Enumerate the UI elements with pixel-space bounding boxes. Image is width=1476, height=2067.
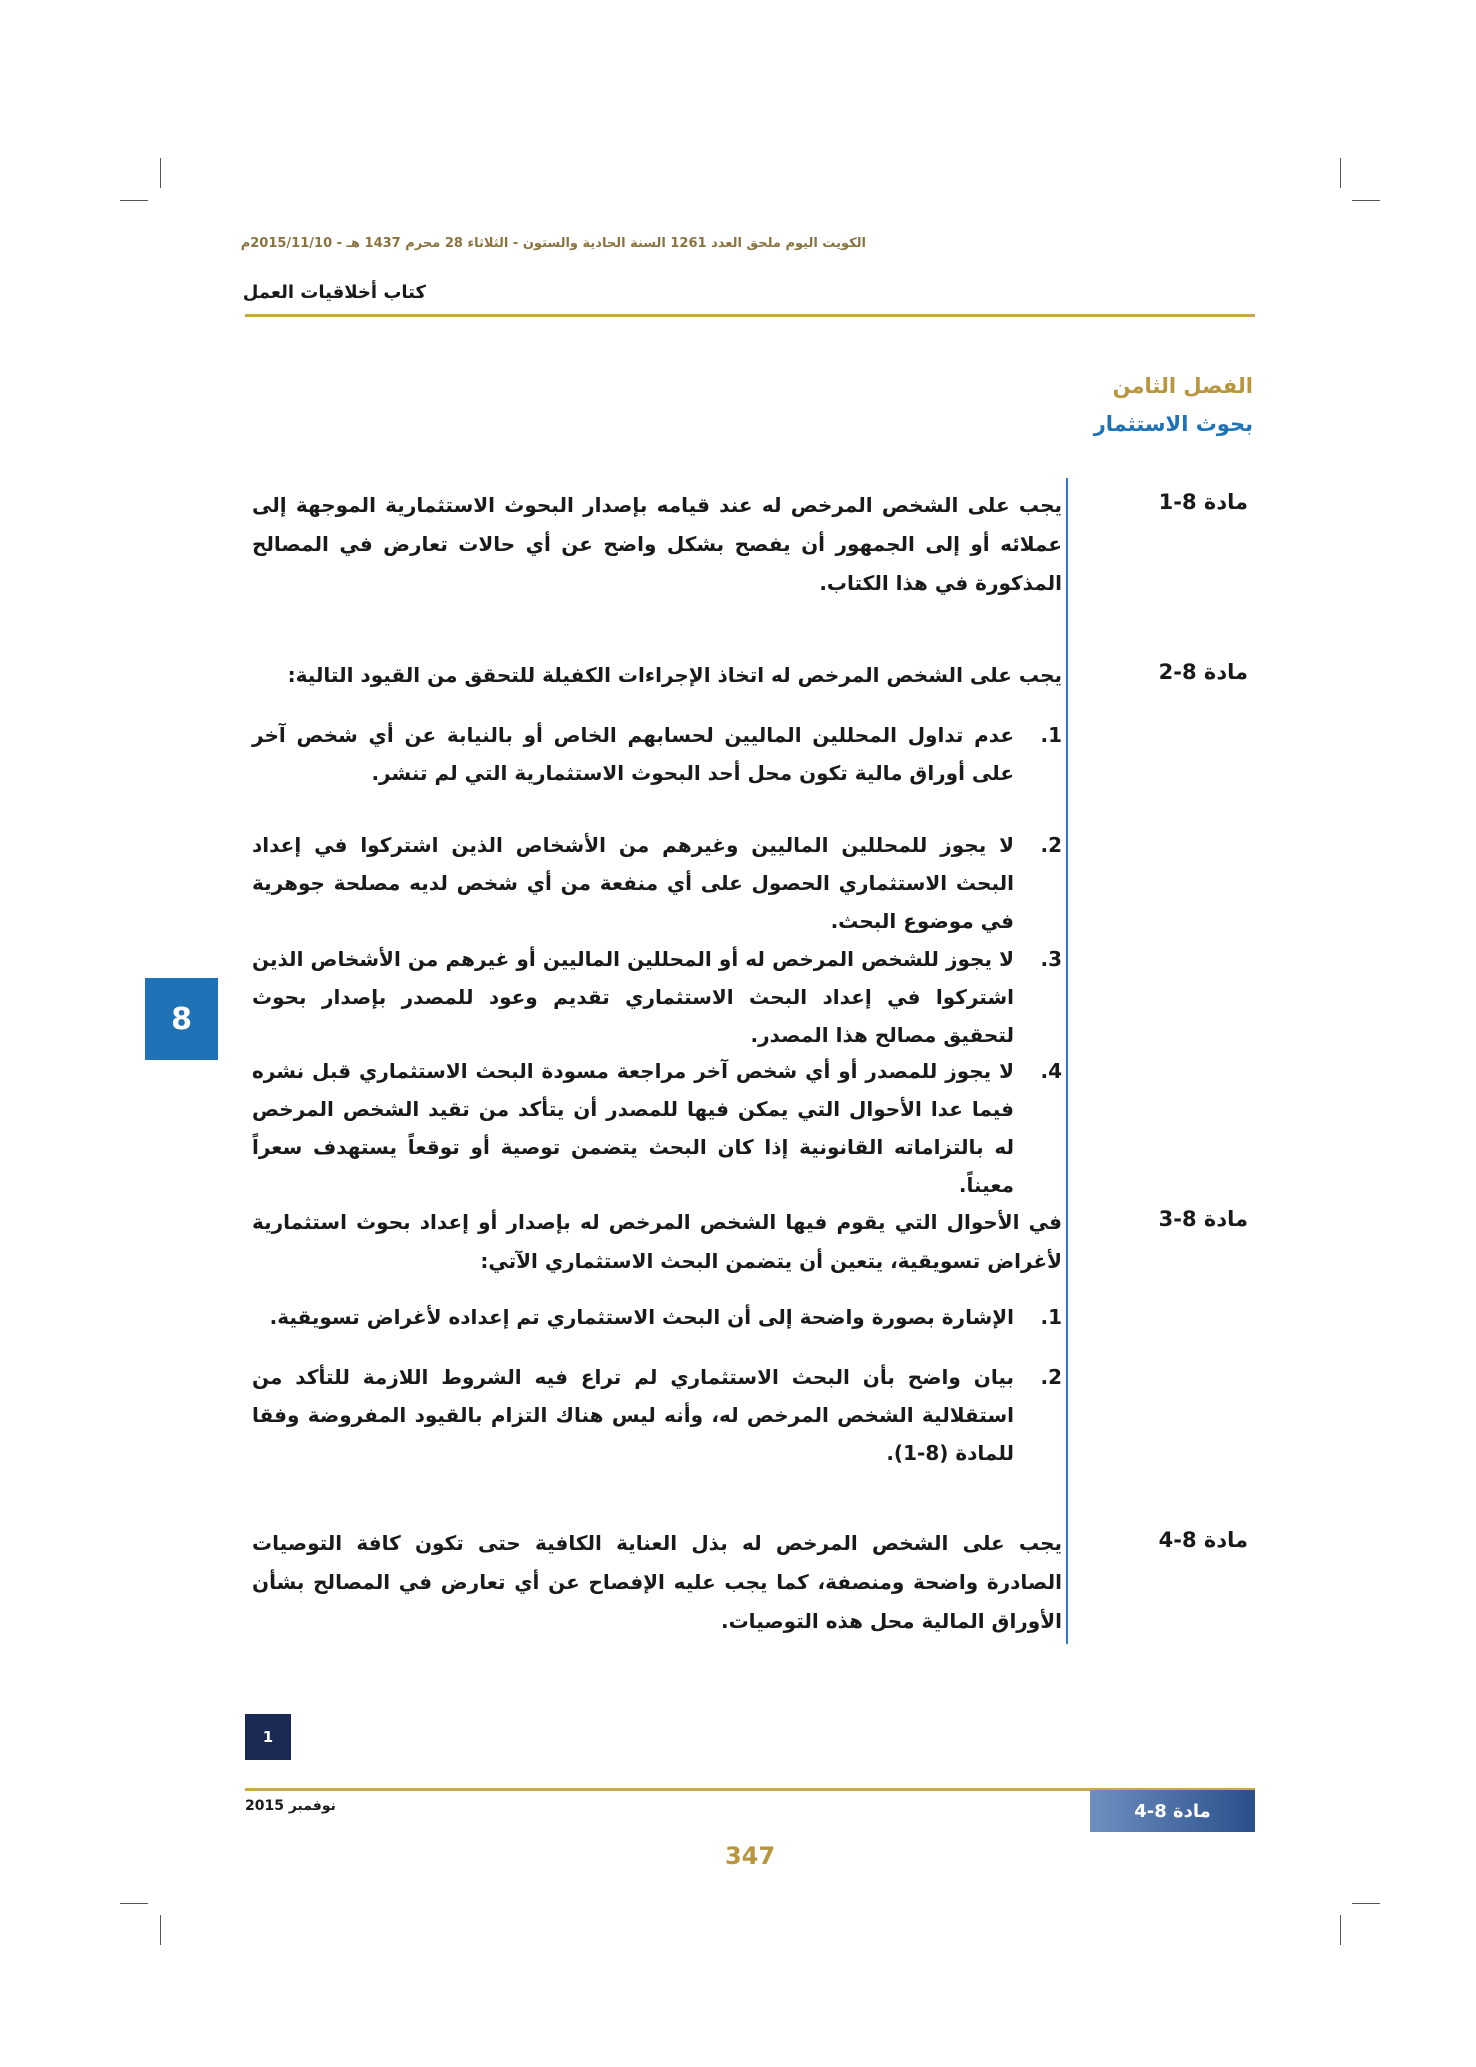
list-item-number: 2. [1040,1365,1062,1389]
list-item-text: بيان واضح بأن البحث الاستثماري لم تراع فيه الشروط اللازمة للتأكد من استقلالية الشخص المرخص له، وأنه ليس هناك التزام بالقيود المفروضة وفقا للمادة (8-1). [252,1365,1014,1465]
crop-mark [160,1915,161,1945]
list-item-text: لا يجوز للمحللين الماليين وغيرهم من الأشخاص الذين اشتركوا في إعداد البحث الاستثماري الحصول على أي منفعة من أي شخص لديه مصلحة جوهرية في موضوع البحث. [252,833,1014,933]
list-item [252,826,1062,940]
page-box: 1 [245,1714,291,1760]
crop-mark [1352,1903,1380,1904]
list-item-number: 2. [1040,833,1062,857]
chapter-side-tab: 8 [145,978,218,1060]
article-label: مادة 8-1 [1158,490,1248,514]
footer-article-tab: مادة 8-4 [1090,1790,1255,1832]
crop-mark [120,1903,148,1904]
gazette-header-line: الكويت اليوم ملحق العدد 1261 السنة الحادية والستون - الثلاثاء 28 محرم 1437 هـ - 2015/11/10م [240,236,866,251]
article-label: مادة 8-2 [1158,660,1248,684]
list-item-number: 1. [1040,723,1062,747]
article-text: يجب على الشخص المرخص له بذل العناية الكافية حتى تكون كافة التوصيات الصادرة واضحة ومنصفة، كما يجب عليه الإفصاح عن أي تعارض في المصالح بشأن الأوراق المالية محل هذه التوصيات. [252,1531,1062,1633]
list-item-text: لا يجوز للمصدر أو أي شخص آخر مراجعة مسودة البحث الاستثماري قبل نشره فيما عدا الأحوال التي يمكن فيها للمصدر أن يتأكد من تقيد الشخص المرخص له بالتزاماته القانونية إذا كان البحث يتضمن توصية أو توقعاً يستهدف سعراً معيناً. [252,1059,1014,1197]
article-text: في الأحوال التي يقوم فيها الشخص المرخص له بإصدار أو إعداد بحوث استثمارية لأغراض تسويقية، يتعين أن يتضمن البحث الاستثماري الآتي: [252,1210,1062,1273]
crop-mark [120,200,148,201]
column-divider [1066,478,1068,1644]
list-item [252,716,1062,792]
list-item [252,1358,1062,1472]
crop-mark [1340,1915,1341,1945]
crop-mark [1352,200,1380,201]
list-item-text: لا يجوز للشخص المرخص له أو المحللين الماليين أو غيرهم من الأشخاص الذين اشتركوا في إعداد البحث الاستثماري تقديم وعود للمصدر بإصدار بحوث لتحقيق مصالح هذا المصدر. [252,947,1014,1047]
list-item-number: 3. [1040,947,1062,971]
book-title: كتاب أخلاقيات العمل [242,282,426,303]
list-item-text: الإشارة بصورة واضحة إلى أن البحث الاستثماري تم إعداده لأغراض تسويقية. [269,1305,1014,1329]
list-item-number: 4. [1040,1059,1062,1083]
header-divider [245,314,1255,317]
chapter-subtitle: بحوث الاستثمار [1093,412,1253,436]
list-item [252,1298,1062,1336]
chapter-title: الفصل الثامن [1112,374,1253,398]
article-label: مادة 8-3 [1158,1207,1248,1231]
page-number: 347 [724,1842,776,1870]
crop-mark [1340,158,1341,188]
crop-mark [160,158,161,188]
list-item [252,940,1062,1054]
article-label: مادة 8-4 [1158,1528,1248,1552]
footer-date: نوفمبر 2015 [245,1798,336,1814]
list-item-number: 1. [1040,1305,1062,1329]
list-item [252,1052,1062,1204]
article-text: يجب على الشخص المرخص له اتخاذ الإجراءات الكفيلة للتحقق من القيود التالية: [287,663,1062,687]
article-text: يجب على الشخص المرخص له عند قيامه بإصدار البحوث الاستثمارية الموجهة إلى عملائه أو إلى الجمهور أن يفصح بشكل واضح عن أي حالات تعارض في المصالح المذكورة في هذا الكتاب. [252,493,1062,595]
list-item-text: عدم تداول المحللين الماليين لحسابهم الخاص أو بالنيابة عن أي شخص آخر على أوراق مالية تكون محل أحد البحوث الاستثمارية التي لم تنشر. [252,723,1014,785]
